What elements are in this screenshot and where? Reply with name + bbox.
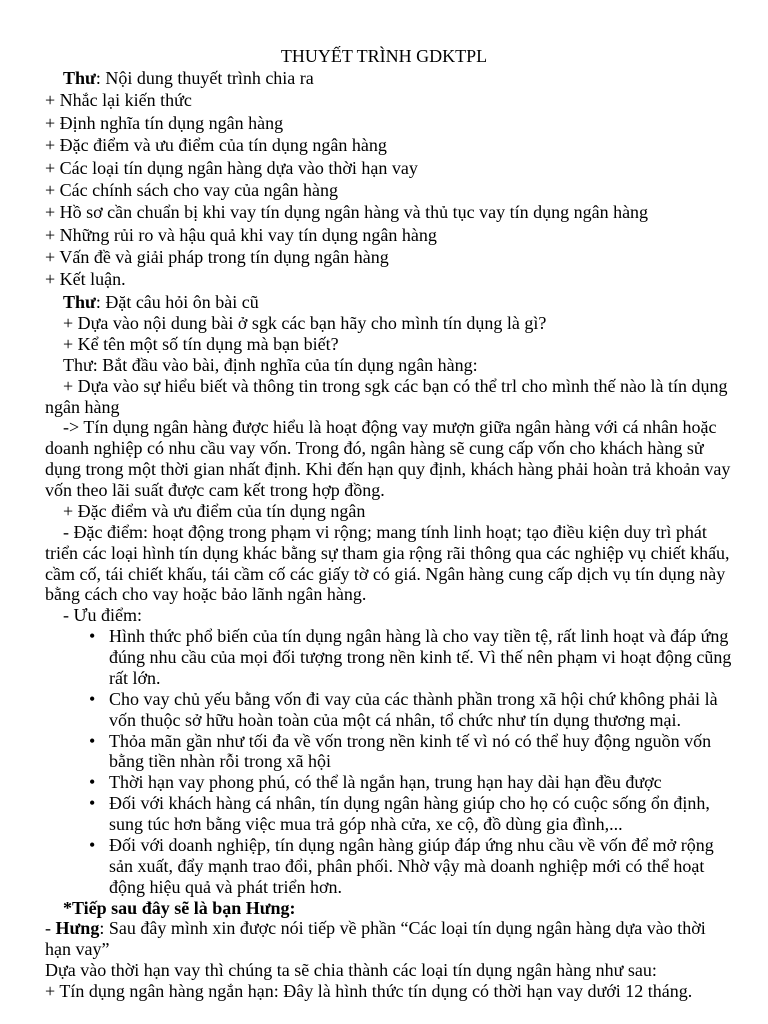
bullet-icon: • (89, 730, 96, 751)
outline-item: + Nhắc lại kiến thức (45, 90, 192, 111)
bullet-icon: • (89, 834, 96, 855)
dash-prefix: - (45, 918, 56, 939)
document-title: THUYẾT TRÌNH GDKTPL (280, 45, 488, 66)
short-term-credit: + Tín dụng ngân hàng ngắn hạn: Đây là hình thức tín dụng có thời hạn vay dưới 12 tháng. (45, 981, 693, 1002)
outline-item: + Định nghĩa tín dụng ngân hàng (45, 112, 284, 133)
definition-answer (45, 417, 731, 501)
outline-item: + Đặc điểm và ưu điểm của tín dụng ngân hàng (45, 135, 387, 156)
advantages-list (45, 626, 732, 897)
paragraph-line: -> Tín dụng ngân hàng được hiểu là hoạt động vay mượn giữa ngân hàng với cá nhân hoặc (63, 417, 717, 438)
list-item-line: Thỏa mãn gần như tối đa về vốn trong nền kinh tế vì nó có thể huy động nguồn vốn (109, 730, 712, 751)
outline-intro (45, 67, 723, 89)
list-item-line: sản xuất, đẩy mạnh trao đổi, phân phối. Nhờ vậy mà doanh nghiệp mới có thể hoạt (109, 855, 705, 876)
paragraph-line (45, 918, 723, 939)
list-item-line: Hình thức phổ biến của tín dụng ngân hàng là cho vay tiền tệ, rất linh hoạt và đáp ứng (109, 626, 729, 647)
lesson-start: Thư: Bắt đầu vào bài, định nghĩa của tín dụng ngân hàng: (63, 354, 478, 375)
features-heading: + Đặc điểm và ưu điểm của tín dụng ngân (63, 500, 366, 521)
list-item-line: Thời hạn vay phong phú, có thể là ngắn hạn, trung hạn hay dài hạn đều được (109, 772, 662, 793)
list-item-line: Cho vay chủ yếu bằng vốn đi vay của các thành phần trong xã hội chứ không phải là (109, 688, 718, 709)
paragraph-line: doanh nghiệp có nhu cầu vay vốn. Trong đó, ngân hàng sẽ cung cấp vốn cho khách hàng sử (45, 438, 704, 459)
bullet-icon: • (89, 793, 96, 814)
section-outline (45, 45, 723, 313)
speaker-name: Hưng (55, 918, 100, 939)
outline-item: + Các loại tín dụng ngân hàng dựa vào thời hạn vay (45, 157, 418, 178)
paragraph-line: ngân hàng (45, 396, 120, 417)
speaker-name: Thư (63, 291, 96, 312)
outline-item: + Vấn đề và giải pháp trong tín dụng ngân hàng (45, 246, 389, 267)
paragraph-line: - Đặc điểm: hoạt động trong phạm vi rộng; mang tính linh hoạt; tạo điều kiện duy trì phát (63, 521, 707, 542)
outline-item: + Kết luận. (45, 269, 126, 290)
paragraph-line: triển các loại hình tín dụng khác bằng sự tham gia rộng rãi thông qua các nghiệp vụ chiết khấu, (45, 542, 730, 563)
list-item (45, 793, 723, 835)
speaker-name: Thư (63, 68, 96, 89)
bullet-icon: • (89, 626, 96, 647)
section-lesson (45, 313, 732, 1002)
outline-item: + Các chính sách cho vay của ngân hàng (45, 179, 339, 200)
review-intro (45, 291, 723, 313)
bullet-icon: • (89, 772, 96, 793)
list-item-line: bằng tiền nhàn rỗi trong xã hội (109, 751, 331, 772)
list-item (45, 689, 723, 731)
outline-item: + Hồ sơ cần chuẩn bị khi vay tín dụng ngân hàng và thủ tục vay tín dụng ngân hàng (45, 202, 649, 223)
list-item (45, 731, 723, 773)
handover-note: *Tiếp sau đây sẽ là bạn Hưng: (63, 897, 296, 918)
review-question: + Dựa vào nội dung bài ở sgk các bạn hãy cho mình tín dụng là gì? (63, 313, 547, 334)
review-question: + Kể tên một số tín dụng mà bạn biết? (63, 333, 339, 354)
paragraph-line: + Dựa vào sự hiểu biết và thông tin trong sgk các bạn có thể trl cho mình thế nào là tín dụng (63, 375, 728, 396)
hung-intro (45, 918, 723, 960)
list-item-line: Đối với doanh nghiệp, tín dụng ngân hàng giúp đáp ứng nhu cầu về vốn để mở rộng (109, 834, 714, 855)
list-item-line: Đối với khách hàng cá nhân, tín dụng ngân hàng giúp cho họ có cuộc sống ổn định, (109, 793, 710, 814)
hung-intro-text: : Sau đây mình xin được nói tiếp về phần “Các loại tín dụng ngân hàng dựa vào thời (99, 918, 706, 939)
types-intro: Dựa vào thời hạn vay thì chúng ta sẽ chia thành các loại tín dụng ngân hàng như sau: (45, 960, 657, 981)
review-intro-text: : Đặt câu hỏi ôn bài cũ (95, 291, 259, 312)
features-paragraph (45, 521, 730, 606)
list-item-line: vốn thuộc sở hữu hoàn toàn của một cá nhân, tổ chức như tín dụng thương mại. (109, 709, 681, 730)
paragraph-line: dụng trong một thời gian nhất định. Khi đến hạn quy định, khách hàng phải hoàn trả khoản vay (45, 459, 731, 480)
paragraph-line: vốn theo lãi suất được cam kết trong hợp đồng. (45, 480, 385, 501)
list-item (45, 835, 723, 898)
paragraph-line: bằng cách cho vay hoặc bảo lãnh ngân hàng. (45, 584, 367, 605)
paragraph-line: hạn vay” (45, 939, 110, 960)
list-item-line: đúng nhu cầu của mọi đối tượng trong nền kinh tế. Vì thế nên phạm vi hoạt động cũng (109, 647, 732, 668)
list-item-line: sung túc hơn bằng việc mua trả góp nhà cửa, xe cộ, đồ dùng gia đình,... (109, 814, 623, 835)
outline-intro-text: : Nội dung thuyết trình chia ra (95, 68, 314, 89)
advantages-heading: - Ưu điểm: (63, 605, 142, 626)
definition-question (45, 375, 728, 418)
outline-item: + Những rủi ro và hậu quả khi vay tín dụng ngân hàng (45, 224, 437, 245)
list-item-line: động hiệu quả và phát triển hơn. (109, 876, 342, 897)
paragraph-line: cầm cố, tái chiết khấu, tái cầm cố các giấy tờ có giá. Ngân hàng cung cấp dịch vụ tín dụng này (45, 563, 726, 584)
bullet-icon: • (89, 688, 96, 709)
list-item (45, 626, 732, 689)
list-item (45, 772, 723, 793)
list-item-line: rất lớn. (109, 667, 161, 688)
